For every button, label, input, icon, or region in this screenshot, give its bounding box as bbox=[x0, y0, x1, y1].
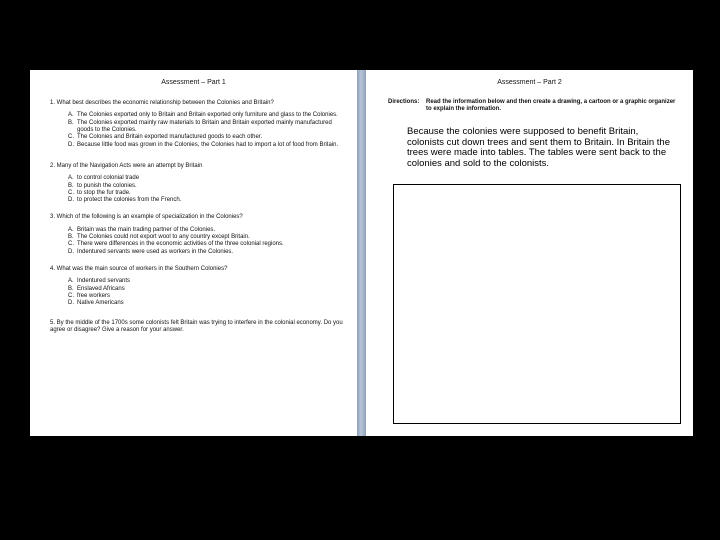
option-text: The Colonies could not export wool to any country except Britain. bbox=[77, 234, 250, 241]
option-text: Because little food was grown in the Colonies, the Colonies had to import a lot of food from Britain. bbox=[77, 141, 339, 148]
option-letter: A. bbox=[68, 112, 74, 119]
option-letter: D. bbox=[68, 197, 74, 204]
question-2-options bbox=[68, 175, 345, 204]
option-3d bbox=[68, 249, 345, 256]
option-letter: A. bbox=[68, 175, 74, 182]
option-text: The Colonies exported only to Britain and Britain exported only furniture and glass to the Colonies. bbox=[77, 112, 338, 119]
question-1-text: 1. What best describes the economic relationship between the Colonies and Britain? bbox=[50, 100, 274, 106]
option-text: Native Americans bbox=[77, 300, 124, 307]
option-text: The Colonies exported mainly raw materials to Britain and Britain exported mainly manufactured goods to the Colonies. bbox=[77, 119, 332, 133]
option-text: to protect the colonies from the French. bbox=[77, 197, 182, 204]
option-letter: B. bbox=[68, 119, 74, 126]
option-letter: C. bbox=[68, 293, 74, 300]
option-3b bbox=[68, 234, 345, 241]
option-text: to control colonial trade bbox=[77, 175, 140, 182]
option-2a bbox=[68, 175, 345, 182]
option-1c bbox=[68, 134, 345, 141]
option-letter: C. bbox=[68, 134, 74, 141]
option-text: to punish the colonies. bbox=[77, 182, 137, 189]
option-letter: A. bbox=[68, 278, 74, 285]
option-letter: D. bbox=[68, 141, 74, 148]
drawing-box[interactable] bbox=[393, 184, 681, 424]
option-1b bbox=[68, 120, 345, 135]
option-text: Indentured servants were used as workers in the Colonies. bbox=[77, 248, 234, 255]
option-letter: B. bbox=[68, 285, 74, 292]
option-2d bbox=[68, 197, 345, 204]
directions-label: Directions: bbox=[388, 99, 420, 105]
option-letter: D. bbox=[68, 248, 74, 255]
option-text: Britain was the main trading partner of the Colonies. bbox=[77, 226, 216, 233]
option-letter: C. bbox=[68, 241, 74, 248]
option-letter: B. bbox=[68, 234, 74, 241]
question-1-options bbox=[68, 112, 345, 148]
directions bbox=[388, 99, 681, 113]
option-3c bbox=[68, 241, 345, 248]
option-text: to stop the fur trade. bbox=[77, 189, 131, 196]
question-5-text: 5. By the middle of the 1700s some colonists felt Britain was trying to interfere in the colonial economy. Do you agree or disagree? Give a reason for your answer. bbox=[50, 319, 343, 334]
question-3-options bbox=[68, 227, 345, 256]
directions-text: Read the information below and then create a drawing, a cartoon or a graphic organizer to explain the information. bbox=[426, 99, 676, 113]
part1-title: Assessment – Part 1 bbox=[161, 79, 226, 86]
option-letter: D. bbox=[68, 300, 74, 307]
option-3a bbox=[68, 227, 345, 234]
option-letter: A. bbox=[68, 226, 74, 233]
question-3-text: 3. Which of the following is an example of specialization in the Colonies? bbox=[50, 214, 243, 221]
option-text: Enslaved Africans bbox=[77, 285, 125, 292]
question-2-text: 2. Many of the Navigation Acts were an attempt by Britain bbox=[50, 162, 203, 169]
option-1d bbox=[68, 142, 345, 149]
information-text: Because the colonies were supposed to benefit Britain, colonists cut down trees and sent them to Britain. In Britain the trees were made into tables. The tables were sent back to the colonies and sold to the colonists. bbox=[407, 126, 670, 169]
option-2b bbox=[68, 183, 345, 190]
option-2c bbox=[68, 190, 345, 197]
option-4c bbox=[68, 293, 345, 300]
assessment-part2-page bbox=[366, 70, 693, 436]
option-text: Indentured servants bbox=[77, 278, 131, 285]
option-4a bbox=[68, 278, 345, 285]
question-4-text: 4. What was the main source of workers in the Southern Colonies? bbox=[50, 266, 228, 273]
option-4b bbox=[68, 286, 345, 293]
option-text: There were differences in the economic activities of the three colonial regions. bbox=[77, 241, 284, 248]
part2-title: Assessment – Part 2 bbox=[497, 79, 562, 86]
option-letter: C. bbox=[68, 189, 74, 196]
page-divider bbox=[357, 70, 366, 436]
option-letter: B. bbox=[68, 182, 74, 189]
option-1a bbox=[68, 112, 345, 119]
option-4d bbox=[68, 300, 345, 307]
option-text: The Colonies and Britain exported manufactured goods to each other. bbox=[77, 134, 263, 141]
question-4-options bbox=[68, 278, 345, 307]
assessment-part1-page bbox=[30, 70, 357, 436]
option-text: free workers bbox=[77, 293, 111, 300]
